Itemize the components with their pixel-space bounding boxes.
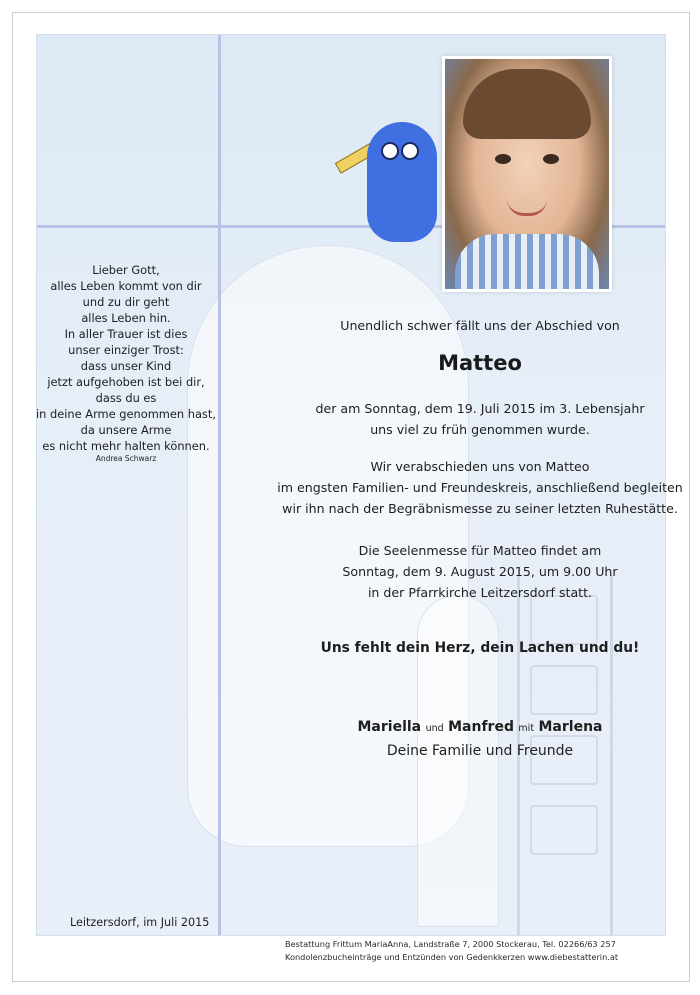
- photo-hair: [463, 69, 591, 139]
- poem-line: dass unser Kind: [80, 359, 172, 373]
- poem-line: in deine Arme genommen hast,: [36, 407, 216, 421]
- poem-author: Andrea Schwarz: [95, 454, 157, 463]
- footer-line: Bestattung Frittum MariaAnna, Landstraße 7, 2000 Stockerau, Tel. 02266/63 257: [285, 939, 616, 949]
- footer-line: Kondolenzbucheinträge und Entzünden von Gedenkkerzen www.diebestatterin.at: [285, 952, 619, 962]
- poem-line: dass du es: [95, 391, 157, 405]
- paragraph-line: Wir verabschieden uns von Matteo: [370, 459, 590, 474]
- poem-line: alles Leben kommt von dir: [50, 279, 202, 293]
- memorial-slogan: Uns fehlt dein Herz, dein Lachen und du!: [320, 640, 640, 656]
- paragraph-line: Die Seelenmesse für Matteo findet am: [358, 543, 602, 558]
- place-and-date: Leitzersdorf, im Juli 2015: [70, 916, 210, 929]
- paragraph-line: in der Pfarrkirche Leitzersdorf statt.: [367, 585, 593, 600]
- photo-eye: [495, 154, 511, 164]
- poem-line: da unsere Arme: [80, 423, 172, 437]
- mascot-eye: [401, 142, 419, 160]
- poem-line: jetzt aufgehoben ist bei dir,: [47, 375, 205, 389]
- paragraph-line: uns viel zu früh genommen wurde.: [370, 422, 590, 437]
- deceased-name: Matteo: [438, 351, 522, 375]
- family-member-name: Manfred: [448, 719, 514, 735]
- poem-line: unser einziger Trost:: [68, 343, 184, 357]
- death-notice-paragraph: [260, 398, 700, 440]
- poem-line: es nicht mehr halten können.: [42, 439, 210, 453]
- cross-vertical-line: [218, 35, 221, 935]
- family-member-name: Mariella: [357, 719, 422, 735]
- family-signature: [260, 716, 700, 762]
- farewell-intro: Unendlich schwer fällt uns der Abschied von: [340, 318, 620, 333]
- paragraph-line: Sonntag, dem 9. August 2015, um 9.00 Uhr: [342, 564, 618, 579]
- photo-smile: [507, 199, 547, 216]
- farewell-paragraph: [260, 456, 700, 519]
- poem-line: In aller Trauer ist dies: [64, 327, 188, 341]
- mascot-eye: [381, 142, 399, 160]
- family-joiner: mit: [518, 723, 535, 734]
- photo-eye: [543, 154, 559, 164]
- poem-line: Lieber Gott,: [92, 263, 160, 277]
- ladder-rung: [530, 805, 598, 855]
- memorial-mass-paragraph: [260, 540, 700, 603]
- poem-line: und zu dir geht: [82, 295, 170, 309]
- family-names: [260, 716, 700, 740]
- family-subtitle: Deine Familie und Freunde: [386, 743, 574, 759]
- photo-shirt: [455, 234, 599, 289]
- family-member-name: Marlena: [538, 719, 603, 735]
- paragraph-line: wir ihn nach der Begräbnismesse zu seiner letzten Ruhestätte.: [282, 501, 678, 516]
- family-joiner: und: [425, 723, 444, 734]
- paragraph-line: im engsten Familien- und Freundeskreis, anschließend begleiten: [277, 480, 683, 495]
- ladder-rung: [530, 665, 598, 715]
- poem: [36, 262, 216, 464]
- child-portrait-photo: [442, 56, 612, 292]
- barbapapa-mascot-icon: [335, 112, 445, 242]
- poem-line: alles Leben hin.: [81, 311, 171, 325]
- paragraph-line: der am Sonntag, dem 19. Juli 2015 im 3. Lebensjahr: [315, 401, 645, 416]
- mascot-body: [367, 122, 437, 242]
- funeral-home-footer: [285, 938, 635, 964]
